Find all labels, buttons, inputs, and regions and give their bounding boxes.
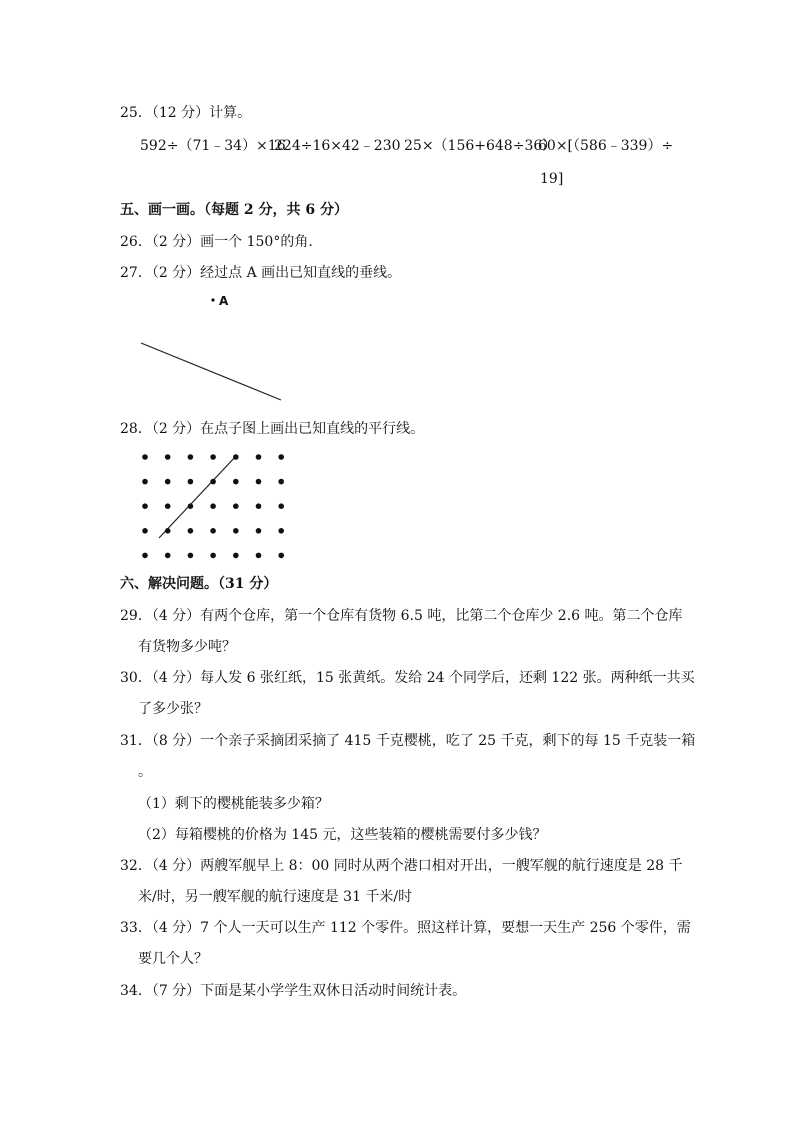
- q25-expression-1: 592÷（71﹣34）×16: [140, 138, 286, 154]
- grid-dot: [256, 553, 262, 559]
- grid-dot: [233, 479, 239, 485]
- grid-dot: [188, 553, 194, 559]
- grid-dot: [233, 454, 239, 460]
- q26-text: 26．（2 分）画一个 150°的角.: [120, 234, 313, 250]
- point-a-dot: [211, 298, 214, 301]
- grid-dot: [256, 503, 262, 509]
- grid-dot: [256, 528, 262, 534]
- q29-line-1: 29．（4 分）有两个仓库，第一个仓库有货物 6.5 吨，比第二个仓库少 2.6 吨。第二个仓库: [120, 608, 683, 624]
- q31-line-1: 31．（8 分）一个亲子采摘团采摘了 415 千克樱桃，吃了 25 千克，剩下的每 15 千克装一箱: [120, 733, 696, 749]
- grid-dot: [278, 553, 284, 559]
- q31-line-2: 。: [138, 764, 152, 780]
- grid-dot: [210, 454, 216, 460]
- q33-line-1: 33．（4 分）7 个人一天可以生产 112 个零件。照这样计算，要想一天生产 256 个零件，需: [120, 920, 691, 936]
- grid-dot: [278, 454, 284, 460]
- grid-dot: [233, 553, 239, 559]
- given-line: [141, 343, 281, 400]
- q33-line-2: 要几个人？: [138, 951, 208, 967]
- grid-dot: [210, 553, 216, 559]
- given-slanted-line: [159, 455, 237, 538]
- grid-dot: [142, 528, 148, 534]
- grid-dot: [188, 454, 194, 460]
- q25-expression-3: 25×（156+648÷36）: [404, 138, 557, 154]
- grid-dot: [278, 528, 284, 534]
- grid-dot: [256, 454, 262, 460]
- q28-text: 28．（2 分）在点子图上画出已知直线的平行线。: [120, 421, 425, 437]
- grid-dot: [256, 479, 262, 485]
- q32-line-1: 32．（4 分）两艘军舰早上 8：00 同时从两个港口相对开出，一艘军舰的航行速度是 28 千: [120, 858, 683, 874]
- grid-dot: [142, 454, 148, 460]
- section-6-heading: 六、解决问题。（31 分）: [120, 576, 278, 592]
- grid-dot: [278, 479, 284, 485]
- grid-dot: [188, 528, 194, 534]
- q30-line-2: 了多少张？: [138, 701, 208, 717]
- q29-line-2: 有货物多少吨？: [138, 639, 236, 655]
- grid-dot: [188, 503, 194, 509]
- q25-title: 25．（12 分）计算。: [120, 105, 252, 121]
- grid-dot: [188, 479, 194, 485]
- q34-text: 34．（7 分）下面是某小学学生双休日活动时间统计表。: [120, 983, 467, 999]
- grid-dot: [165, 553, 171, 559]
- section-5-heading: 五、画一画。（每题 2 分，共 6 分）: [120, 202, 348, 218]
- q30-line-1: 30．（4 分）每人发 6 张红纸，15 张黄纸。发给 24 个同学后，还剩 122 张。两种纸一共买: [120, 670, 695, 686]
- point-a-label: A: [219, 294, 229, 308]
- grid-dot: [142, 553, 148, 559]
- grid-dot: [210, 503, 216, 509]
- q27-text: 27．（2 分）经过点 A 画出已知直线的垂线。: [120, 265, 402, 281]
- grid-dot: [142, 479, 148, 485]
- grid-dot: [165, 454, 171, 460]
- q25-expression-4-continued: 19]: [540, 171, 564, 187]
- q25-expression-2: 224÷16×42﹣230: [274, 138, 401, 154]
- grid-dot: [233, 528, 239, 534]
- grid-dot: [165, 479, 171, 485]
- q25-expression-4: 60×[（586﹣339）÷: [538, 138, 674, 154]
- q32-line-2: 米/时，另一艘军舰的航行速度是 31 千米/时: [138, 889, 413, 905]
- q31-sub-question-2: （2）每箱樱桃的价格为 145 元，这些装箱的樱桃需要付多少钱？: [138, 827, 547, 843]
- grid-dot: [165, 528, 171, 534]
- grid-dot: [278, 503, 284, 509]
- grid-dot: [210, 528, 216, 534]
- grid-dot: [142, 503, 148, 509]
- q31-sub-question-1: （1）剩下的樱桃能装多少箱？: [138, 796, 329, 812]
- grid-dot: [233, 503, 239, 509]
- grid-dot: [210, 479, 216, 485]
- grid-dot: [165, 503, 171, 509]
